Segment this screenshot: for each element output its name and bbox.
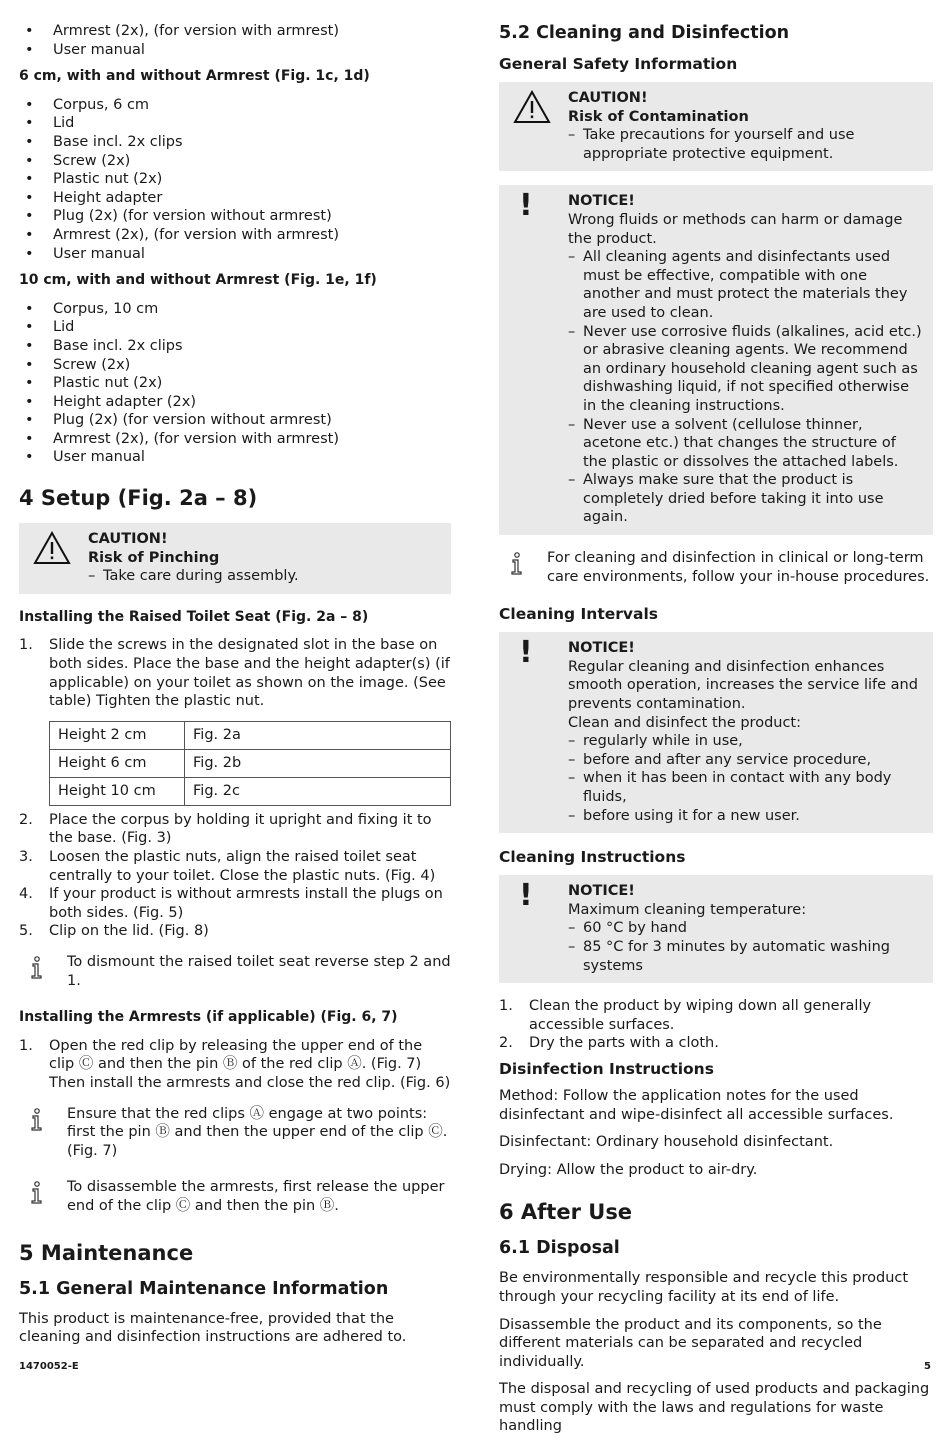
table-cell: Height 10 cm: [50, 777, 185, 805]
notice-lead-2: Clean and disinfect the product:: [568, 714, 802, 731]
heading-install-seat: Installing the Raised Toilet Seat (Fig. 2a – 8): [19, 608, 369, 625]
armrest-steps: [19, 1037, 451, 1093]
step-item: 2. Place the corpus by holding it upright and fixing it to the base. (Fig. 3): [19, 811, 432, 847]
install-steps-rest: [19, 811, 451, 941]
clean-steps: [499, 997, 933, 1053]
right-column: [499, 22, 933, 1445]
exclamation-icon: !: [519, 188, 533, 224]
list-item: • Plastic nut (2x): [19, 374, 451, 393]
info-icon: [29, 956, 45, 986]
list-item: • User manual: [19, 41, 451, 60]
page-number: 5: [924, 1361, 931, 1372]
list-item: • Plug (2x) (for version without armrest): [19, 411, 451, 430]
caution-box-contamination: [499, 82, 933, 171]
step-item: 4. If your product is without armrests install the plugs on both sides. (Fig. 5): [19, 886, 443, 921]
step-item: 1. Open the red clip by releasing the upper end of the clip Ⓒ and then the pin Ⓑ of the red clip Ⓐ. (Fig. 7) Then install the armrests and close the red clip. (Fig. 6): [19, 1037, 451, 1091]
warning-triangle-icon: [513, 90, 551, 130]
subsection-title-disposal: 6.1 Disposal: [499, 1238, 620, 1259]
heading-10cm: 10 cm, with and without Armrest (Fig. 1e, 1f): [19, 272, 377, 289]
maintenance-text: This product is maintenance-free, provided that the cleaning and disinfection instructions are adhered to.: [19, 1310, 407, 1346]
warning-triangle-icon: [33, 531, 71, 571]
disinfect-method: Method: Follow the application notes for the used disinfectant and wipe-disinfect all accessible surfaces.: [499, 1087, 894, 1123]
list-item: • Screw (2x): [19, 152, 451, 171]
list-item: • User manual: [19, 448, 451, 467]
exclamation-icon: !: [519, 878, 533, 914]
step-item: 3. Loosen the plastic nuts, align the raised toilet seat centrally to your toilet. Close the plastic nuts. (Fig. 4): [19, 849, 436, 884]
table-row: [50, 749, 451, 777]
notice-title: NOTICE!: [568, 193, 635, 210]
notice-box-intervals: [499, 632, 933, 833]
heading-6cm: 6 cm, with and without Armrest (Fig. 1c, 1d): [19, 68, 370, 85]
caution-item: – Take care during assembly.: [88, 568, 299, 585]
step-item: 1. Clean the product by wiping down all generally accessible surfaces.: [499, 998, 872, 1033]
list-item: • Base incl. 2x clips: [19, 133, 451, 152]
step-item: 2. Dry the parts with a cloth.: [499, 1035, 719, 1052]
heading-instructions: Cleaning Instructions: [499, 848, 686, 867]
caution-box-pinching: [19, 523, 451, 594]
caution-title: CAUTION!: [568, 90, 648, 106]
info-note-clinical: For cleaning and disinfection in clinical or long-term care environments, follow your in-house procedures.: [499, 549, 933, 586]
caution-subtitle: Risk of Pinching: [88, 549, 220, 566]
list-item: • Armrest (2x), (for version with armrest): [19, 226, 451, 245]
info-icon: [29, 1181, 45, 1211]
section-title-maintenance: 5 Maintenance: [19, 1240, 194, 1265]
left-column: [19, 22, 451, 1356]
info-note-disassemble: To disassemble the armrests, first release the upper end of the clip Ⓒ and then the pin Ⓑ.: [19, 1178, 451, 1215]
exclamation-icon: !: [519, 635, 533, 671]
disinfect-drying: Drying: Allow the product to air-dry.: [499, 1161, 758, 1178]
table-cell: Fig. 2b: [185, 749, 451, 777]
list-item: • Armrest (2x), (for version with armrest): [19, 430, 451, 449]
notice-item: – regularly while in use,: [568, 733, 743, 750]
subsection-title-maintenance: 5.1 General Maintenance Information: [19, 1278, 389, 1299]
heading-safety: General Safety Information: [499, 55, 738, 73]
list-item: • Lid: [19, 318, 451, 337]
notice-lead: Maximum cleaning temperature:: [568, 901, 807, 918]
list-item: • Corpus, 6 cm: [19, 96, 451, 115]
table-cell: Height 2 cm: [50, 721, 185, 749]
notice-item: – Never use a solvent (cellulose thinner, acetone etc.) that changes the structure of the plastic or dissolves the attached labels.: [568, 416, 899, 470]
disinfect-agent: Disinfectant: Ordinary household disinfectant.: [499, 1134, 834, 1151]
table-row: [50, 721, 451, 749]
document-id: 1470052-E: [19, 1361, 79, 1372]
caution-title: CAUTION!: [88, 531, 168, 548]
section-title-setup: 4 Setup (Fig. 2a – 8): [19, 486, 258, 511]
table-cell: Height 6 cm: [50, 749, 185, 777]
section-title-after-use: 6 After Use: [499, 1200, 633, 1225]
list-item: • Armrest (2x), (for version with armrest): [19, 22, 451, 41]
install-steps: [19, 636, 451, 710]
list-item: • Height adapter: [19, 189, 451, 208]
list-item: • User manual: [19, 245, 451, 264]
caution-subtitle: Risk of Contamination: [568, 108, 749, 125]
notice-item: – Always make sure that the product is completely dried before taking it into use again.: [568, 472, 884, 526]
section-title-cleaning: 5.2 Cleaning and Disinfection: [499, 23, 790, 43]
notice-item: – 85 °C for 3 minutes by automatic washing systems: [568, 938, 890, 974]
info-icon: [509, 552, 525, 582]
heading-intervals: Cleaning Intervals: [499, 605, 659, 624]
notice-item: – when it has been in contact with any body fluids,: [568, 770, 892, 805]
disposal-text-2: Disassemble the product and its components, so the different materials can be separated and recycled individually.: [499, 1316, 882, 1370]
notice-item: – All cleaning agents and disinfectants used must be effective, compatible with one another and must protect the materials they are used to clean.: [568, 249, 908, 321]
caution-item: – Take precautions for yourself and use appropriate protective equipment.: [568, 127, 855, 162]
heading-armrests: Installing the Armrests (if applicable) (Fig. 6, 7): [19, 1009, 398, 1026]
list-item: • Base incl. 2x clips: [19, 337, 451, 356]
notice-title: NOTICE!: [568, 883, 635, 900]
list-top: [19, 22, 451, 59]
notice-item: – before using it for a new user.: [568, 807, 800, 824]
disposal-text-1: Be environmentally responsible and recycle this product through your recycling facility at its end of life.: [499, 1270, 909, 1305]
notice-lead: Regular cleaning and disinfection enhances smooth operation, increases the service life and prevents contamination.: [568, 658, 918, 713]
list-item: • Plug (2x) (for version without armrest): [19, 207, 451, 226]
table-cell: Fig. 2a: [185, 721, 451, 749]
notice-item: – before and after any service procedure,: [568, 751, 872, 768]
height-table: [49, 721, 451, 806]
heading-disinfection: Disinfection Instructions: [499, 1059, 714, 1078]
table-cell: Fig. 2c: [185, 777, 451, 805]
list-10cm: [19, 300, 451, 467]
list-item: • Screw (2x): [19, 356, 451, 375]
notice-box-temperature: [499, 875, 933, 983]
table-row: [50, 777, 451, 805]
list-item: • Lid: [19, 114, 451, 133]
list-item: • Height adapter (2x): [19, 393, 451, 412]
list-6cm: [19, 96, 451, 263]
notice-item: – Never use corrosive fluids (alkalines, acid etc.) or abrasive cleaning agents. We recommend an ordinary household cleaning agent such as dishwashing liquid, if not specified otherwise in the cleaning instructions.: [568, 323, 922, 414]
notice-lead: Wrong fluids or methods can harm or damage the product.: [568, 211, 903, 247]
list-item: • Plastic nut (2x): [19, 170, 451, 189]
notice-title: NOTICE!: [568, 640, 635, 657]
info-icon: [29, 1108, 45, 1138]
list-item: • Corpus, 10 cm: [19, 300, 451, 319]
disposal-text-3: The disposal and recycling of used products and packaging must comply with the laws and regulations for waste handling: [499, 1381, 930, 1435]
info-note-dismount: To dismount the raised toilet seat reverse step 2 and 1.: [19, 953, 451, 990]
notice-box-fluids: [499, 185, 933, 535]
step-item: 1. Slide the screws in the designated slot in the base on both sides. Place the base and the height adapter(s) (if applicable) on your toilet as shown on the image. (See table) Tighten the plastic nut.: [19, 637, 450, 710]
step-item: 5. Clip on the lid. (Fig. 8): [19, 923, 209, 940]
info-note-clips: Ensure that the red clips Ⓐ engage at two points: first the pin Ⓑ and then the upper end of the clip Ⓒ. (Fig. 7): [19, 1105, 451, 1161]
notice-item: – 60 °C by hand: [568, 920, 687, 937]
